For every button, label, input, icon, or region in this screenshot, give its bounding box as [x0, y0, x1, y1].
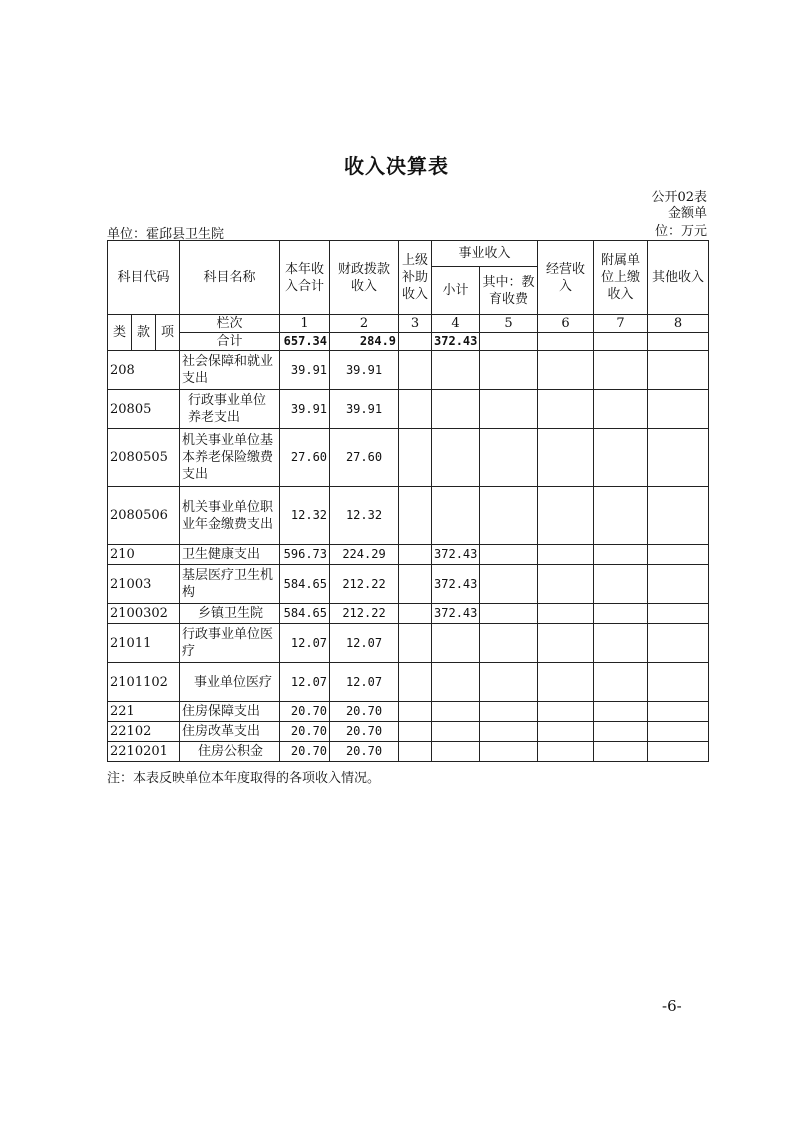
page-number: -6- [662, 997, 682, 1015]
row-name: 机关事业单位基本养老保险缴费支出 [180, 429, 280, 487]
empty-cell [538, 545, 594, 565]
empty-cell [538, 702, 594, 722]
empty-cell [648, 722, 709, 742]
col-number: 6 [538, 315, 594, 333]
row-code: 21011 [108, 624, 180, 663]
empty-cell [399, 429, 432, 487]
total-label: 合计 [180, 333, 280, 351]
row-subtotal [432, 742, 480, 762]
table-row [108, 390, 709, 429]
page-title: 收入决算表 [344, 154, 449, 178]
row-subtotal: 372.43 [432, 565, 480, 604]
col-number: 4 [432, 315, 480, 333]
empty-cell [480, 565, 538, 604]
header-item: 项 [156, 315, 180, 351]
row-code: 2080506 [108, 487, 180, 545]
row-subtotal [432, 663, 480, 702]
row-subtotal [432, 722, 480, 742]
header-subject-name: 科目名称 [180, 241, 280, 315]
header-subtotal: 小计 [432, 267, 480, 315]
table-row [108, 663, 709, 702]
empty-cell [538, 604, 594, 624]
header-total-income: 本年收入合计 [280, 241, 330, 315]
row-fiscal: 39.91 [330, 351, 399, 390]
empty-cell [538, 565, 594, 604]
row-name: 乡镇卫生院 [180, 604, 280, 624]
row-total: 584.65 [280, 565, 330, 604]
header-superior-subsidy: 上级补助收入 [399, 241, 432, 315]
row-subtotal [432, 624, 480, 663]
empty-cell [594, 565, 648, 604]
row-fiscal: 12.07 [330, 624, 399, 663]
row-fiscal: 12.32 [330, 487, 399, 545]
total-superior-cell [399, 333, 432, 351]
row-name: 住房保障支出 [180, 702, 280, 722]
empty-cell [480, 624, 538, 663]
empty-cell [594, 487, 648, 545]
empty-cell [480, 722, 538, 742]
empty-cell [399, 663, 432, 702]
empty-cell [538, 487, 594, 545]
row-name: 基层医疗卫生机构 [180, 565, 280, 604]
total-operating-cell [538, 333, 594, 351]
header-subject-code: 科目代码 [108, 241, 180, 315]
empty-cell [648, 390, 709, 429]
empty-cell [648, 565, 709, 604]
row-total: 20.70 [280, 722, 330, 742]
table-row [108, 722, 709, 742]
row-fiscal: 12.07 [330, 663, 399, 702]
empty-cell [648, 663, 709, 702]
total-fiscal-cell: 284.9 [330, 333, 399, 351]
empty-cell [648, 624, 709, 663]
row-name: 行政事业单位养老支出 [180, 390, 280, 429]
total-edu-cell [480, 333, 538, 351]
row-code: 21003 [108, 565, 180, 604]
col-number: 7 [594, 315, 648, 333]
total-affiliated-cell [594, 333, 648, 351]
header-class: 类 [108, 315, 132, 351]
row-name: 住房公积金 [180, 742, 280, 762]
row-name: 卫生健康支出 [180, 545, 280, 565]
empty-cell [648, 487, 709, 545]
row-code: 2101102 [108, 663, 180, 702]
row-fiscal: 224.29 [330, 545, 399, 565]
header-other-income: 其他收入 [648, 241, 709, 315]
empty-cell [538, 722, 594, 742]
empty-cell [648, 702, 709, 722]
empty-cell [399, 702, 432, 722]
amount-unit: 金额单位：万元 [654, 206, 707, 239]
total-other-cell [648, 333, 709, 351]
empty-cell [648, 604, 709, 624]
empty-cell [648, 351, 709, 390]
row-name: 行政事业单位医疗 [180, 624, 280, 663]
empty-cell [594, 663, 648, 702]
row-subtotal [432, 702, 480, 722]
empty-cell [538, 390, 594, 429]
col-number: 3 [399, 315, 432, 333]
total-row [108, 333, 709, 351]
header-row-1 [108, 241, 709, 267]
empty-cell [480, 702, 538, 722]
empty-cell [594, 702, 648, 722]
row-total: 39.91 [280, 351, 330, 390]
empty-cell [594, 390, 648, 429]
table-row [108, 604, 709, 624]
empty-cell [480, 604, 538, 624]
header-education-fee: 其中：教育收费 [480, 267, 538, 315]
col-number: 5 [480, 315, 538, 333]
empty-cell [399, 624, 432, 663]
total-subtotal-cell: 372.43 [432, 333, 480, 351]
empty-cell [538, 742, 594, 762]
row-total: 27.60 [280, 429, 330, 487]
row-total: 12.07 [280, 663, 330, 702]
row-code: 2210201 [108, 742, 180, 762]
col-number: 8 [648, 315, 709, 333]
empty-cell [480, 742, 538, 762]
row-fiscal: 39.91 [330, 390, 399, 429]
col-number: 1 [280, 315, 330, 333]
table-row [108, 565, 709, 604]
table-row [108, 429, 709, 487]
row-fiscal: 20.70 [330, 722, 399, 742]
column-number-row [108, 315, 709, 333]
row-total: 20.70 [280, 702, 330, 722]
table-row [108, 702, 709, 722]
empty-cell [399, 604, 432, 624]
empty-cell [594, 604, 648, 624]
row-code: 208 [108, 351, 180, 390]
row-name: 社会保障和就业支出 [180, 351, 280, 390]
empty-cell [594, 742, 648, 762]
table-row [108, 351, 709, 390]
empty-cell [480, 487, 538, 545]
empty-cell [594, 351, 648, 390]
header-affiliated-income: 附属单位上缴收入 [594, 241, 648, 315]
empty-cell [648, 545, 709, 565]
row-code: 210 [108, 545, 180, 565]
empty-cell [399, 742, 432, 762]
table-row [108, 545, 709, 565]
header-fiscal-allocation: 财政拨款收入 [330, 241, 399, 315]
header-operating-income: 经营收入 [538, 241, 594, 315]
row-total: 39.91 [280, 390, 330, 429]
header-section: 款 [132, 315, 156, 351]
empty-cell [480, 429, 538, 487]
empty-cell [538, 429, 594, 487]
row-subtotal [432, 390, 480, 429]
row-total: 20.70 [280, 742, 330, 762]
empty-cell [648, 429, 709, 487]
table-row [108, 624, 709, 663]
header-column-no: 栏次 [180, 315, 280, 333]
row-name: 事业单位医疗 [180, 663, 280, 702]
table-row [108, 742, 709, 762]
row-code: 2080505 [108, 429, 180, 487]
row-total: 596.73 [280, 545, 330, 565]
row-fiscal: 20.70 [330, 742, 399, 762]
empty-cell [399, 487, 432, 545]
empty-cell [594, 624, 648, 663]
empty-cell [480, 663, 538, 702]
row-code: 22102 [108, 722, 180, 742]
empty-cell [594, 722, 648, 742]
row-subtotal: 372.43 [432, 604, 480, 624]
row-name: 住房改革支出 [180, 722, 280, 742]
unit-label: 单位：霍邱县卫生院 [107, 227, 225, 242]
table-row [108, 487, 709, 545]
table-note: 注：本表反映单位本年度取得的各项收入情况。 [107, 771, 381, 786]
row-subtotal: 372.43 [432, 545, 480, 565]
row-fiscal: 212.22 [330, 604, 399, 624]
header-business-income: 事业收入 [432, 241, 538, 267]
empty-cell [538, 663, 594, 702]
empty-cell [538, 351, 594, 390]
empty-cell [594, 429, 648, 487]
row-fiscal: 212.22 [330, 565, 399, 604]
empty-cell [480, 545, 538, 565]
empty-cell [594, 545, 648, 565]
row-code: 2100302 [108, 604, 180, 624]
row-fiscal: 27.60 [330, 429, 399, 487]
row-code: 221 [108, 702, 180, 722]
empty-cell [399, 565, 432, 604]
row-fiscal: 20.70 [330, 702, 399, 722]
empty-cell [399, 390, 432, 429]
row-total: 12.32 [280, 487, 330, 545]
empty-cell [399, 351, 432, 390]
row-subtotal [432, 429, 480, 487]
row-code: 20805 [108, 390, 180, 429]
row-total: 12.07 [280, 624, 330, 663]
empty-cell [480, 351, 538, 390]
total-income-cell: 657.34 [280, 333, 330, 351]
empty-cell [399, 545, 432, 565]
empty-cell [648, 742, 709, 762]
col-number: 2 [330, 315, 399, 333]
row-subtotal [432, 351, 480, 390]
row-subtotal [432, 487, 480, 545]
row-name: 机关事业单位职业年金缴费支出 [180, 487, 280, 545]
row-total: 584.65 [280, 604, 330, 624]
empty-cell [399, 722, 432, 742]
form-number: 公开02表 [651, 190, 707, 205]
empty-cell [480, 390, 538, 429]
empty-cell [538, 624, 594, 663]
income-table [107, 240, 709, 762]
